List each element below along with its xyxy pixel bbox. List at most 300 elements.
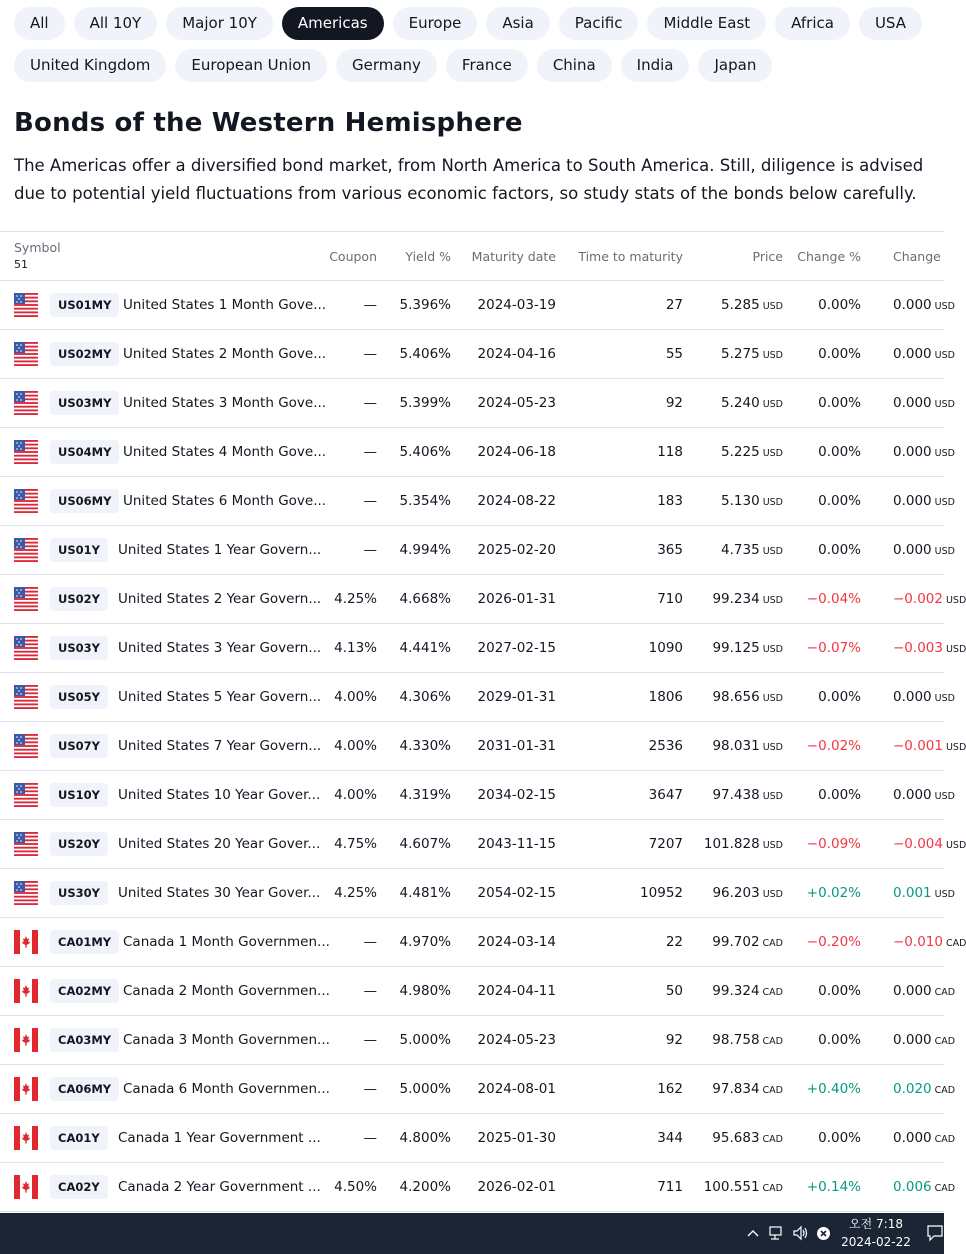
change-cell [893,885,955,901]
bond-name[interactable]: Canada 3 Month Governmen... [123,1032,330,1048]
price-cell [712,934,783,950]
table-row[interactable] [0,330,955,379]
ticker-badge[interactable]: US06MY [50,489,119,513]
price-value: 5.130 [721,493,760,509]
ttm-cell: 1090 [648,640,683,656]
coupon-cell: 4.00% [334,738,377,754]
coupon-cell: 4.00% [334,787,377,803]
price-value: 5.240 [721,395,760,411]
maturity-cell: 2031-01-31 [477,738,556,754]
price-currency: USD [762,350,783,361]
change-percent-cell: −0.09% [806,836,861,852]
change-percent-cell: 0.00% [818,689,861,705]
bond-name[interactable]: Canada 1 Month Governmen... [123,934,330,950]
status-error-icon[interactable] [816,1226,831,1241]
ticker-badge[interactable]: US01Y [50,538,108,562]
coupon-cell: 4.00% [334,689,377,705]
ttm-cell: 3647 [648,787,683,803]
maturity-cell: 2024-05-23 [477,395,556,411]
price-currency: CAD [762,1085,783,1096]
price-currency: USD [762,448,783,459]
network-icon[interactable] [768,1225,786,1241]
change-percent-cell: 0.00% [818,983,861,999]
maturity-cell: 2024-03-14 [477,934,556,950]
price-currency: USD [762,693,783,704]
change-cell [893,934,966,950]
yield-cell: 5.396% [399,297,451,313]
change-currency: USD [945,840,966,851]
price-value: 100.551 [703,1179,760,1195]
table-row[interactable] [0,526,955,575]
filter-chip-americas[interactable]: Americas [282,7,384,40]
change-percent-cell: 0.00% [818,1032,861,1048]
ticker-badge[interactable]: CA02Y [50,1175,108,1199]
ttm-cell: 92 [665,395,683,411]
coupon-cell: 4.75% [334,836,377,852]
country-flag [14,587,38,611]
table-row[interactable] [0,379,955,428]
price-currency: USD [762,840,783,851]
yield-cell: 4.980% [399,983,451,999]
bond-name[interactable]: United States 3 Month Gove... [123,395,327,411]
filter-chip-france[interactable]: France [446,49,528,82]
price-cell [712,640,783,656]
change-cell [893,983,955,999]
country-flag [14,293,38,317]
change-percent-cell: 0.00% [818,542,861,558]
maturity-cell: 2025-01-30 [477,1130,556,1146]
windows-taskbar [0,1213,944,1254]
volume-icon[interactable] [792,1225,810,1241]
maturity-cell: 2024-06-18 [477,444,556,460]
country-flag [14,685,38,709]
price-cell [704,1179,783,1195]
coupon-cell: — [363,1081,377,1097]
table-row[interactable] [0,575,966,624]
bond-name[interactable]: United States 10 Year Gover... [118,787,321,803]
change-percent-cell: −0.07% [806,640,861,656]
price-cell [712,689,783,705]
yield-cell: 4.319% [399,787,451,803]
ttm-cell: 710 [657,591,683,607]
filter-chip-usa[interactable]: USA [859,7,922,40]
maturity-cell: 2026-01-31 [477,591,556,607]
country-flag [14,1028,38,1052]
price-currency: USD [762,791,783,802]
change-percent-cell: 0.00% [818,444,861,460]
change-currency: CAD [934,1036,956,1047]
us-flag-icon [14,391,38,415]
filter-chip-pacific[interactable]: Pacific [559,7,639,40]
filter-chip-china[interactable]: China [537,49,612,82]
coupon-cell: 4.13% [334,640,377,656]
price-currency: CAD [762,1036,783,1047]
chevron-up-icon[interactable] [746,1227,760,1239]
bond-name[interactable]: Canada 6 Month Governmen... [123,1081,330,1097]
change-cell [893,640,966,656]
page-description: The Americas offer a diversified bond market, from North America to South America. Still, diligence is advised due to potential yield fluctuations from various economic factors, so study stats of the bonds below carefully. [14,156,924,203]
price-cell [712,1032,783,1048]
maturity-cell: 2024-05-23 [477,1032,556,1048]
price-cell [721,395,783,411]
price-value: 5.285 [721,297,760,313]
price-cell [712,885,783,901]
change-currency: USD [934,546,955,557]
price-currency: USD [762,301,783,312]
change-cell [893,1081,955,1097]
ticker-badge[interactable]: US04MY [50,440,119,464]
filter-chip-africa[interactable]: Africa [775,7,850,40]
country-flag [14,636,38,660]
yield-cell: 4.306% [399,689,451,705]
col-maturity-date[interactable]: Maturity date [471,249,556,264]
change-value: 0.000 [893,542,932,558]
filter-chip-united-kingdom[interactable]: United Kingdom [14,49,166,82]
us-flag-icon [14,489,38,513]
table-row[interactable] [0,477,955,526]
filter-chip-japan[interactable]: Japan [698,49,772,82]
maturity-cell: 2043-11-15 [477,836,556,852]
yield-cell: 4.330% [399,738,451,754]
table-row[interactable] [0,281,955,330]
col-change-percent[interactable]: Change % [797,249,861,264]
country-flag [14,979,38,1003]
change-currency: USD [945,644,966,655]
change-value: 0.000 [893,983,932,999]
change-value: −0.004 [893,836,943,852]
us-flag-icon [14,293,38,317]
country-flag [14,734,38,758]
canada-flag-icon [14,930,38,954]
table-row[interactable] [0,1163,956,1212]
table-row[interactable] [0,1065,956,1114]
ticker-badge[interactable]: US02MY [50,342,119,366]
table-row[interactable] [0,820,966,869]
col-yield[interactable]: Yield % [405,249,451,264]
bonds-table [0,231,966,1212]
ttm-cell: 344 [657,1130,683,1146]
table-row[interactable] [0,771,955,820]
filter-chip-all-10y[interactable]: All 10Y [74,7,158,40]
price-currency: USD [762,595,783,606]
change-value: 0.000 [893,1130,932,1146]
change-percent-cell: 0.00% [818,346,861,362]
bond-name[interactable]: Canada 2 Year Government ... [118,1179,321,1195]
coupon-cell: 4.50% [334,1179,377,1195]
filter-chip-all[interactable]: All [14,7,65,40]
price-cell [712,1081,783,1097]
change-currency: USD [945,742,966,753]
col-change[interactable]: Change [893,249,941,264]
ticker-badge[interactable]: US30Y [50,881,108,905]
change-value: 0.000 [893,346,932,362]
price-value: 95.683 [712,1130,760,1146]
ticker-badge[interactable]: US01MY [50,293,119,317]
yield-cell: 4.200% [399,1179,451,1195]
change-percent-cell: 0.00% [818,1130,861,1146]
bond-name[interactable]: United States 30 Year Gover... [118,885,321,901]
ticker-badge[interactable]: US05Y [50,685,108,709]
price-cell [712,738,783,754]
canada-flag-icon [14,1028,38,1052]
us-flag-icon [14,685,38,709]
maturity-cell: 2024-03-19 [477,297,556,313]
ticker-badge[interactable]: US02Y [50,587,108,611]
change-currency: CAD [934,1134,956,1145]
change-value: 0.000 [893,297,932,313]
ttm-cell: 711 [657,1179,683,1195]
change-currency: USD [934,448,955,459]
price-value: 98.758 [712,1032,760,1048]
filter-chip-major-10y[interactable]: Major 10Y [166,7,273,40]
change-value: 0.000 [893,395,932,411]
ticker-badge[interactable]: CA02MY [50,979,119,1003]
filter-chip-middle-east[interactable]: Middle East [647,7,766,40]
change-value: 0.000 [893,1032,932,1048]
us-flag-icon [14,538,38,562]
change-percent-cell: −0.04% [806,591,861,607]
table-row[interactable] [0,624,966,673]
country-flag [14,930,38,954]
yield-cell: 5.399% [399,395,451,411]
yield-cell: 4.994% [399,542,451,558]
bond-name[interactable]: United States 3 Year Govern... [118,640,322,656]
ttm-cell: 55 [665,346,683,362]
yield-cell: 4.481% [399,885,451,901]
canada-flag-icon [14,1175,38,1199]
price-currency: CAD [762,1183,783,1194]
ticker-badge[interactable]: US10Y [50,783,108,807]
change-cell [893,591,966,607]
change-cell [893,395,955,411]
bond-name[interactable]: United States 5 Year Govern... [118,689,322,705]
price-currency: USD [762,742,783,753]
change-percent-cell: 0.00% [818,787,861,803]
change-cell [893,689,955,705]
ttm-cell: 1806 [648,689,683,705]
change-value: −0.003 [893,640,943,656]
price-currency: USD [762,644,783,655]
price-cell [721,542,783,558]
col-symbol[interactable]: Symbol [14,240,61,255]
ticker-badge[interactable]: CA01MY [50,930,119,954]
market-filter-chips [14,7,944,91]
change-cell [893,836,966,852]
price-value: 99.702 [712,934,760,950]
price-cell [721,346,783,362]
yield-cell: 4.800% [399,1130,451,1146]
table-row[interactable] [0,967,956,1016]
change-percent-cell: 0.00% [818,297,861,313]
ticker-badge[interactable]: CA03MY [50,1028,119,1052]
change-cell [893,542,955,558]
ttm-cell: 162 [657,1081,683,1097]
price-cell [712,591,783,607]
bond-name[interactable]: United States 6 Month Gove... [123,493,327,509]
col-time-to-maturity[interactable]: Time to maturity [578,249,683,264]
ticker-badge[interactable]: CA01Y [50,1126,108,1150]
us-flag-icon [14,783,38,807]
table-row[interactable] [0,428,955,477]
country-flag [14,881,38,905]
canada-flag-icon [14,1077,38,1101]
coupon-cell: — [363,983,377,999]
maturity-cell: 2024-08-22 [477,493,556,509]
us-flag-icon [14,881,38,905]
filter-chip-germany[interactable]: Germany [336,49,437,82]
price-cell [712,787,783,803]
maturity-cell: 2029-01-31 [477,689,556,705]
filter-row-1 [14,7,944,40]
table-row[interactable] [0,673,955,722]
price-value: 97.834 [712,1081,760,1097]
change-value: −0.010 [893,934,943,950]
bond-name[interactable]: United States 4 Month Gove... [123,444,327,460]
change-currency: CAD [934,1085,956,1096]
canada-flag-icon [14,979,38,1003]
ttm-cell: 27 [665,297,683,313]
country-flag [14,440,38,464]
change-cell [893,787,955,803]
coupon-cell: — [363,444,377,460]
table-row[interactable] [0,1016,956,1065]
col-coupon[interactable]: Coupon [329,249,377,264]
clock-date: 2024-02-22 [841,1235,911,1249]
change-currency: CAD [945,938,966,949]
price-value: 99.234 [712,591,760,607]
change-currency: USD [934,399,955,410]
bond-name[interactable]: United States 2 Month Gove... [123,346,327,362]
change-currency: USD [945,595,966,606]
change-currency: USD [934,791,955,802]
change-value: 0.000 [893,787,932,803]
price-cell [712,983,783,999]
maturity-cell: 2027-02-15 [477,640,556,656]
coupon-cell: — [363,346,377,362]
price-cell [721,297,783,313]
change-cell [893,444,955,460]
coupon-cell: — [363,1032,377,1048]
bond-name[interactable]: United States 1 Month Gove... [123,297,327,313]
coupon-cell: — [363,934,377,950]
price-currency: USD [762,889,783,900]
filter-chip-european-union[interactable]: European Union [175,49,327,82]
ttm-cell: 365 [657,542,683,558]
ttm-cell: 50 [665,983,683,999]
maturity-cell: 2024-08-01 [477,1081,556,1097]
yield-cell: 4.970% [399,934,451,950]
price-cell [721,493,783,509]
filter-chip-india[interactable]: India [621,49,690,82]
change-currency: CAD [934,987,956,998]
ticker-badge[interactable]: US03MY [50,391,119,415]
coupon-cell: 4.25% [334,591,377,607]
price-currency: USD [762,399,783,410]
bond-name[interactable]: Canada 1 Year Government ... [118,1130,321,1146]
ticker-badge[interactable]: US03Y [50,636,108,660]
bond-name[interactable]: Canada 2 Month Governmen... [123,983,330,999]
ttm-cell: 7207 [648,836,683,852]
yield-cell: 5.000% [399,1081,451,1097]
change-percent-cell: +0.40% [806,1081,861,1097]
change-percent-cell: −0.02% [806,738,861,754]
price-cell [721,444,783,460]
yield-cell: 4.441% [399,640,451,656]
bond-name[interactable]: United States 20 Year Gover... [118,836,321,852]
change-value: 0.000 [893,493,932,509]
us-flag-icon [14,636,38,660]
coupon-cell: — [363,395,377,411]
coupon-cell: — [363,493,377,509]
table-row[interactable] [0,1114,956,1163]
yield-cell: 5.406% [399,346,451,362]
col-price[interactable]: Price [752,249,783,264]
table-row[interactable] [0,869,955,918]
maturity-cell: 2024-04-16 [477,346,556,362]
table-header [0,231,944,281]
price-cell [712,1130,783,1146]
change-currency: USD [934,889,955,900]
ticker-badge[interactable]: CA06MY [50,1077,119,1101]
change-percent-cell: −0.20% [806,934,861,950]
change-currency: CAD [934,1183,956,1194]
notification-icon[interactable] [926,1224,944,1242]
ticker-badge[interactable]: US20Y [50,832,108,856]
price-value: 97.438 [712,787,760,803]
change-cell [893,1032,955,1048]
change-cell [893,346,955,362]
change-cell [893,738,966,754]
price-currency: CAD [762,938,783,949]
ttm-cell: 92 [665,1032,683,1048]
maturity-cell: 2025-02-20 [477,542,556,558]
table-row[interactable] [0,918,966,967]
change-cell [893,1179,955,1195]
us-flag-icon [14,734,38,758]
change-value: 0.000 [893,444,932,460]
ticker-badge[interactable]: US07Y [50,734,108,758]
ttm-cell: 22 [665,934,683,950]
country-flag [14,1077,38,1101]
change-cell [893,493,955,509]
table-body [0,281,966,1212]
change-percent-cell: 0.00% [818,493,861,509]
coupon-cell: — [363,1130,377,1146]
change-value: 0.001 [893,885,932,901]
maturity-cell: 2024-04-11 [477,983,556,999]
bond-name[interactable]: United States 2 Year Govern... [118,591,322,607]
change-value: −0.001 [893,738,943,754]
us-flag-icon [14,440,38,464]
bond-name[interactable]: United States 7 Year Govern... [118,738,322,754]
change-cell [893,297,955,313]
change-value: 0.000 [893,689,932,705]
us-flag-icon [14,587,38,611]
bond-name[interactable]: United States 1 Year Govern... [118,542,322,558]
price-value: 5.225 [721,444,760,460]
change-value: 0.006 [893,1179,932,1195]
coupon-cell: — [363,297,377,313]
system-clock[interactable] [836,1215,916,1251]
table-row[interactable] [0,722,966,771]
country-flag [14,489,38,513]
filter-chip-europe[interactable]: Europe [393,7,478,40]
filter-chip-asia[interactable]: Asia [486,7,549,40]
change-currency: USD [934,350,955,361]
price-value: 101.828 [703,836,760,852]
price-value: 99.125 [712,640,760,656]
country-flag [14,342,38,366]
